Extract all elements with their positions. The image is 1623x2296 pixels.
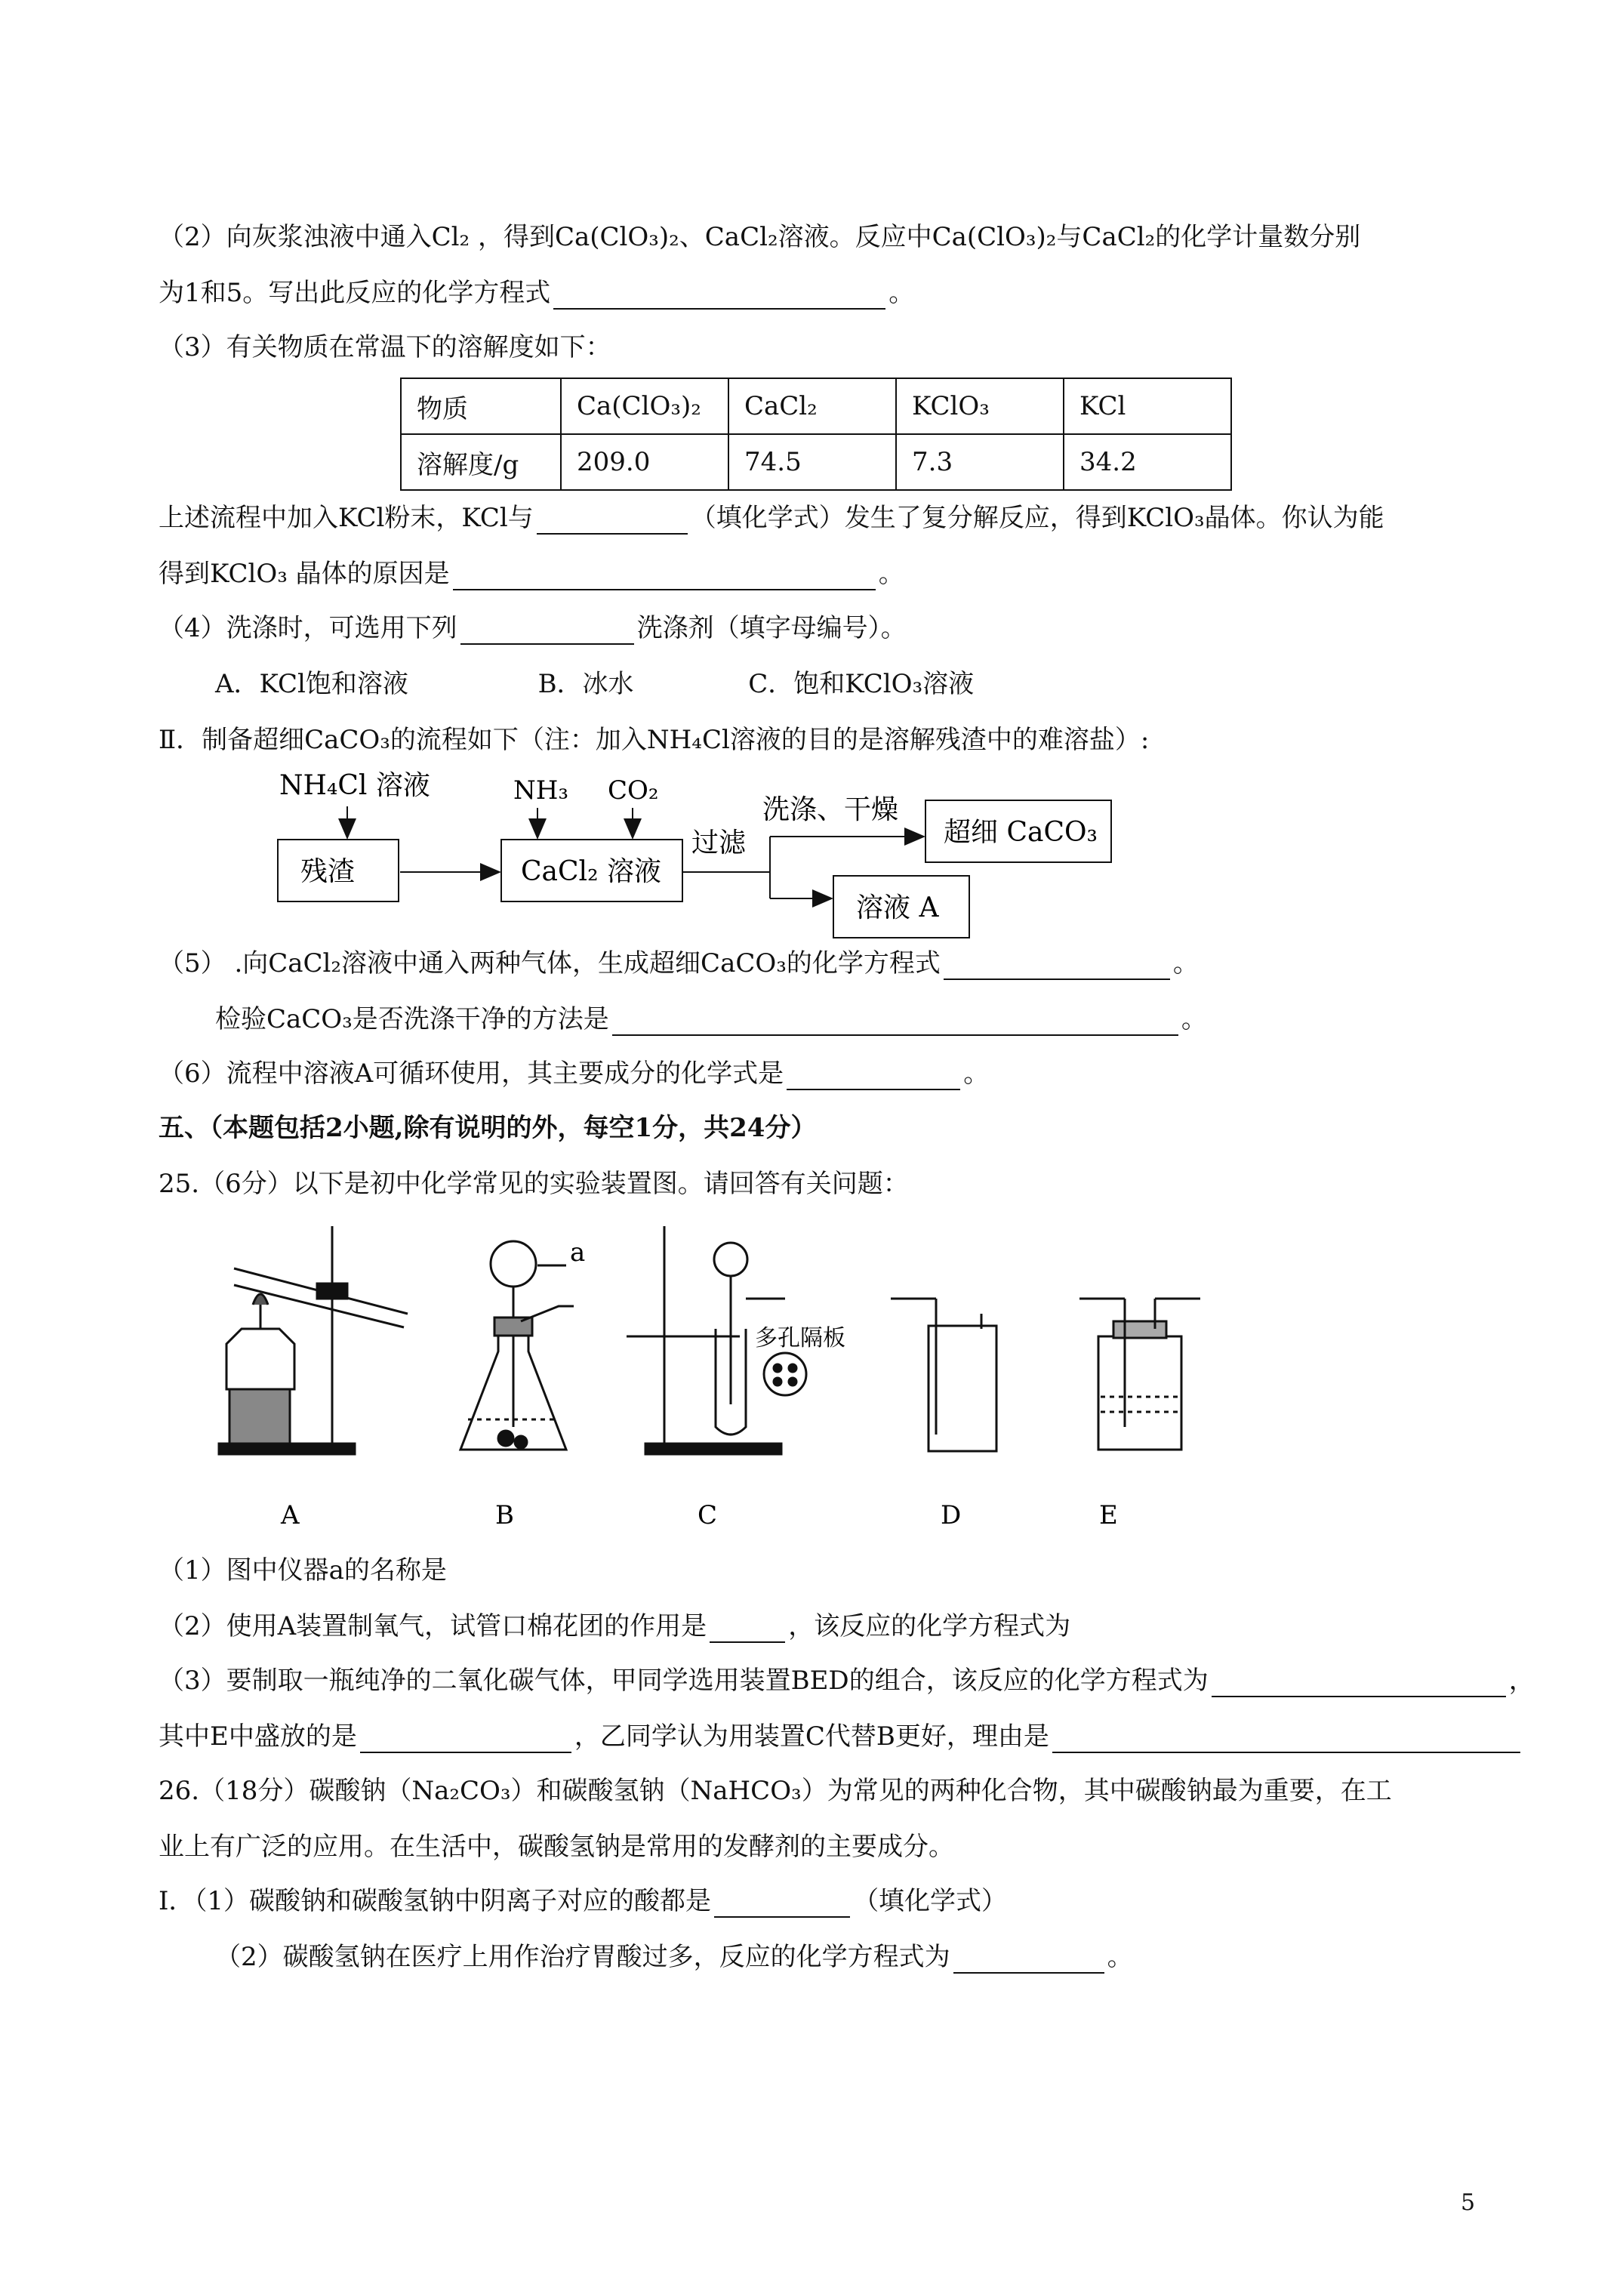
q26-intro2: 业上有广泛的应用。在生活中，碳酸氢钠是常用的发酵剂的主要成分。 xyxy=(159,1832,954,1862)
q2-line1: （2）向灰浆浊液中通入Cl₂ ，得到Ca(ClO₃)₂、CaCl₂溶液。反应中Ca(ClO₃)₂与CaCl₂的化学计量数分别 xyxy=(159,222,1361,252)
q4-text: 洗涤剂（填字母编号）。 xyxy=(636,613,907,643)
answer-blank xyxy=(710,1616,785,1643)
q4-text: （4）洗涤时，可选用下列 xyxy=(159,613,457,643)
q5-text: 检验CaCO₃是否洗涤干净的方法是 xyxy=(215,1004,609,1034)
period: 。 xyxy=(888,278,915,308)
flow-box-solution-a-label: 溶液 A xyxy=(856,892,939,923)
q25-intro: 25.（6分）以下是初中化学常见的实验装置图。请回答有关问题： xyxy=(159,1169,909,1199)
q26-text: （填化学式） xyxy=(853,1886,1008,1916)
table-cell: Ca(ClO₃)₂ xyxy=(561,378,728,434)
option-c: C．饱和KClO₃溶液 xyxy=(748,669,975,699)
flow-input-nh4cl: NH₄Cl 溶液 xyxy=(279,770,430,801)
flow-step-filter: 过滤 xyxy=(691,827,747,858)
period: 。 xyxy=(878,559,904,589)
flow-box-cacl2-label: CaCl₂ 溶液 xyxy=(521,856,661,887)
table-cell: CaCl₂ xyxy=(728,378,896,434)
answer-blank xyxy=(787,1063,960,1090)
q5-text: （5） .向CaCl₂溶液中通入两种气体，生成超细CaCO₃的化学方程式 xyxy=(159,948,941,978)
q25-text: ，乙同学认为用装置C代替B更好，理由是 xyxy=(574,1721,1049,1752)
q6-text: （6）流程中溶液A可循环使用，其主要成分的化学式是 xyxy=(159,1059,784,1089)
q3-text: （填化学式）发生了复分解反应，得到KClO₃晶体。你认为能 xyxy=(690,503,1384,533)
q3-line1: （3）有关物质在常温下的溶解度如下： xyxy=(159,332,611,362)
apparatus-label-d: D xyxy=(941,1500,962,1530)
label-porous-plate: 多孔隔板 xyxy=(755,1325,845,1351)
period: 。 xyxy=(963,1059,990,1089)
q26-sub2 xyxy=(215,1940,1133,1974)
label-a: a xyxy=(570,1237,586,1268)
period: 。 xyxy=(1181,1004,1207,1034)
flow-box-residue-label: 残渣 xyxy=(300,856,356,887)
table-cell: 209.0 xyxy=(561,434,728,490)
apparatus-d-icon xyxy=(891,1299,996,1451)
q26-text: Ⅰ．（1）碳酸钠和碳酸氢钠中阴离子对应的酸都是 xyxy=(159,1886,712,1916)
answer-blank xyxy=(714,1891,850,1918)
q25-sub3-cont xyxy=(159,1720,1523,1753)
table-cell: 7.3 xyxy=(896,434,1064,490)
answer-blank xyxy=(1052,1726,1520,1753)
q26-intro1: 26.（18分）碳酸钠（Na₂CO₃）和碳酸氢钠（NaHCO₃）为常见的两种化合物，其中碳酸钠最为重要，在工 xyxy=(159,1776,1392,1806)
q25-sub2 xyxy=(159,1610,1070,1643)
table-header-cell: 物质 xyxy=(401,378,561,434)
flow-input-nh3: NH₃ xyxy=(513,775,569,806)
table-cell: KCl xyxy=(1064,378,1231,434)
q3-text: 得到KClO₃ 晶体的原因是 xyxy=(159,559,450,589)
answer-blank xyxy=(1212,1670,1506,1697)
flow-input-co2: CO₂ xyxy=(608,775,659,806)
q25-text: （2）使用A装置制氧气，试管口棉花团的作用是 xyxy=(159,1611,707,1641)
section-title: 五、（本题包括2小题,除有说明的外，每空1分，共24分） xyxy=(159,1113,817,1143)
answer-blank xyxy=(953,1946,1104,1974)
apparatus-a-icon xyxy=(219,1226,408,1454)
q25-text: （3）要制取一瓶纯净的二氧化碳气体，甲同学选用装置BED的组合，该反应的化学方程式为 xyxy=(159,1666,1209,1696)
q25-text: ，该反应的化学方程式为 xyxy=(788,1611,1071,1641)
apparatus-label-a: A xyxy=(281,1500,300,1530)
answer-blank xyxy=(360,1726,571,1753)
flow-step-wash-dry: 洗涤、干燥 xyxy=(762,794,899,825)
q26-text: （2）碳酸氢钠在医疗上用作治疗胃酸过多，反应的化学方程式为 xyxy=(215,1942,950,1972)
q5-line2 xyxy=(215,1003,1207,1036)
q25-sub1: （1）图中仪器a的名称是 xyxy=(159,1555,447,1586)
q26-sub1 xyxy=(159,1885,1007,1918)
apparatus-e-icon xyxy=(1079,1299,1200,1450)
page-number: 5 xyxy=(1461,2190,1476,2216)
part-ii-title: Ⅱ．制备超细CaCO₃的流程如下（注：加入NH₄Cl溶液的目的是溶解残渣中的难溶盐）: xyxy=(159,725,1150,755)
table-header-cell: 溶解度/g xyxy=(401,434,561,490)
answer-blank xyxy=(612,1009,1178,1036)
q2-line2-text: 为1和5。写出此反应的化学方程式 xyxy=(159,278,551,308)
flow-box-product-label: 超细 CaCO₃ xyxy=(944,817,1098,848)
table-cell: 74.5 xyxy=(728,434,896,490)
apparatus-label-c: C xyxy=(698,1500,718,1530)
answer-blank xyxy=(944,953,1170,980)
table-cell: 34.2 xyxy=(1064,434,1231,490)
q5-line1 xyxy=(159,947,1199,980)
apparatus-label-b: B xyxy=(495,1500,514,1530)
apparatus-label-e: E xyxy=(1099,1500,1118,1530)
table-cell: KClO₃ xyxy=(896,378,1064,434)
comma: ， xyxy=(1508,1666,1535,1696)
q6-line1 xyxy=(159,1057,989,1090)
q25-sub3 xyxy=(159,1664,1535,1697)
period: 。 xyxy=(1107,1942,1133,1972)
option-a: A．KCl饱和溶液 xyxy=(215,669,408,699)
option-b: B．冰水 xyxy=(537,669,634,699)
period: 。 xyxy=(1172,948,1199,978)
q3-text: 上述流程中加入KCl粉末，KCl与 xyxy=(159,503,534,533)
apparatus-b-icon xyxy=(460,1241,574,1450)
q25-text: 其中E中盛放的是 xyxy=(159,1721,357,1752)
